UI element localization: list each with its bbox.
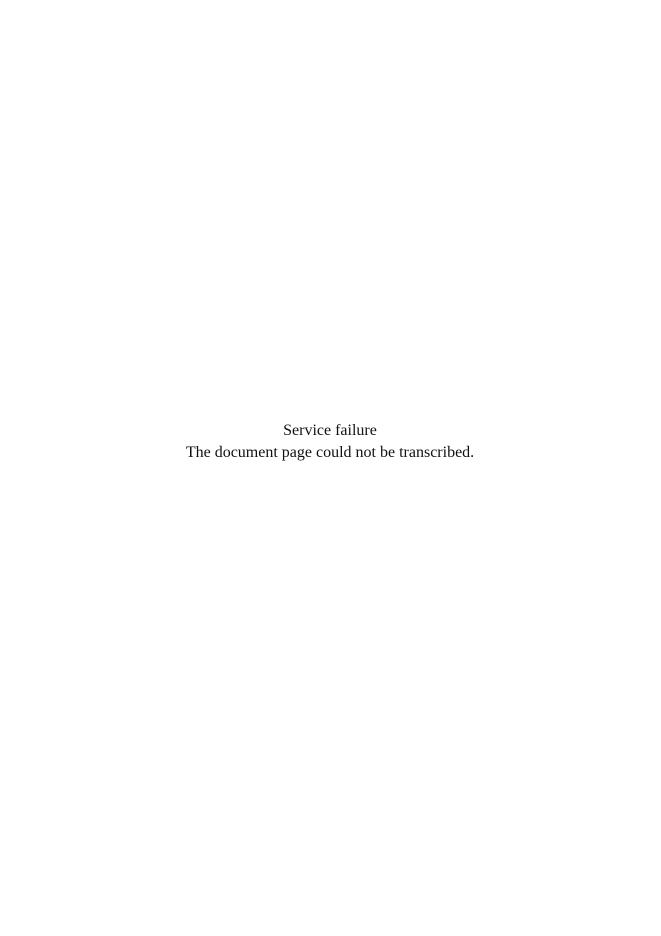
notice-message: The document page could not be transcribed.	[185, 444, 475, 461]
notice-title: Service failure	[283, 422, 377, 439]
error-notice	[80, 420, 580, 464]
